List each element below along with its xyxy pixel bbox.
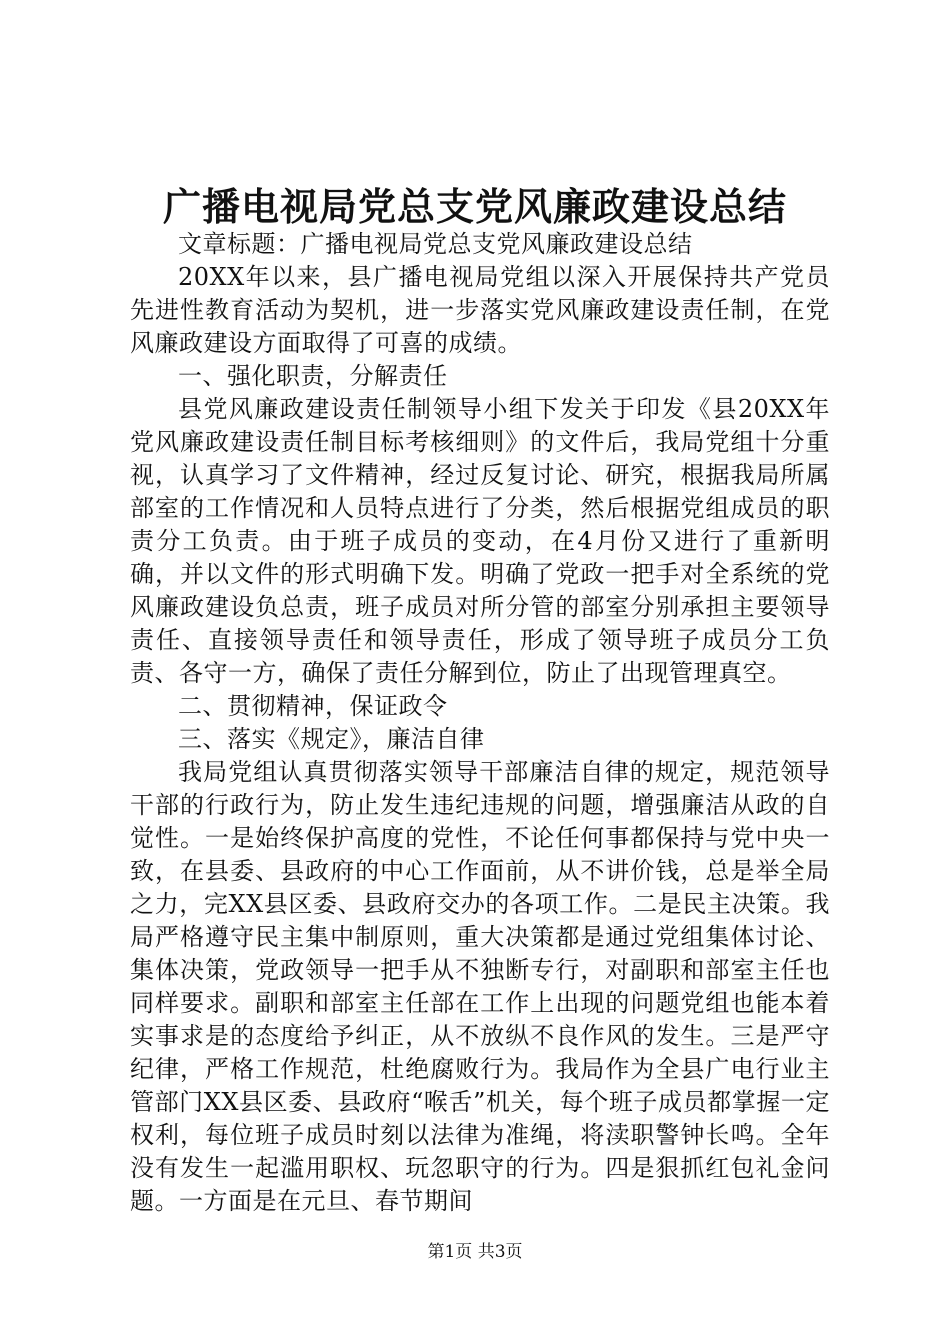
document-title: 广播电视局党总支党风廉政建设总结 — [162, 184, 787, 229]
section-heading-2: 二、贯彻精神，保证政令 — [178, 692, 448, 720]
section-heading-1: 一、强化职责，分解责任 — [178, 362, 448, 390]
page-footer: 第1页 共3页 — [427, 1242, 523, 1262]
body-paragraph: 我局党组认真贯彻落实领导干部廉洁自律的规定，规范领导干部的行政行为，防止发生违纪违规的问题，增强廉洁从政的自觉性。一是始终保护高度的党性，不论任何事都保持与党中央一致，在县委、县政府的中心工作面前，从不讲价钱，总是举全局之力，完XX县区委、县政府交办的各项工作。二是民主决策。我局严格遵守民主集中制原则，重大决策都是通过党组集体讨论、集体决策，党政领导一把手从不独断专行，对副职和部室主任也同样要求。副职和部室主任部在工作上出现的问题党组也能本着实事求是的态度给予纠正，从不放纵不良作风的发生。三是严守纪律，严格工作规范，杜绝腐败行为。我局作为全县广电行业主管部门XX县区委、县政府“喉舌”机关，每个班子成员都掌握一定权利，每位班子成员时刻以法律为准绳，将渎职警钟长鸣。全年没有发生一起滥用职权、玩忽职守的行为。四是狠抓红包礼金问题。一方面是在元旦、春节期间 — [130, 758, 830, 1215]
body-paragraph: 县党风廉政建设责任制领导小组下发关于印发《县20XX年党风廉政建设责任制目标考核细则》的文件后，我局党组十分重视，认真学习了文件精神，经过反复讨论、研究，根据我局所属部室的工作情况和人员特点进行了分类，然后根据党组成员的职责分工负责。由于班子成员的变动，在4月份又进行了重新明确，并以文件的形式明确下发。明确了党政一把手对全系统的党风廉政建设负总责，班子成员对所分管的部室分别承担主要领导责任、直接领导责任和领导责任，形成了领导班子成员分工负责、各守一方，确保了责任分解到位，防止了出现管理真空。 — [130, 395, 830, 687]
article-title-line: 文章标题：广播电视局党总支党风廉政建设总结 — [178, 230, 693, 258]
document-body — [130, 228, 830, 1218]
section-heading-3: 三、落实《规定》，廉洁自律 — [178, 725, 485, 753]
intro-paragraph: 20XX年以来，县广播电视局党组以深入开展保持共产党员先进性教育活动为契机，进一步落实党风廉政建设责任制，在党风廉政建设方面取得了可喜的成绩。 — [130, 263, 830, 357]
